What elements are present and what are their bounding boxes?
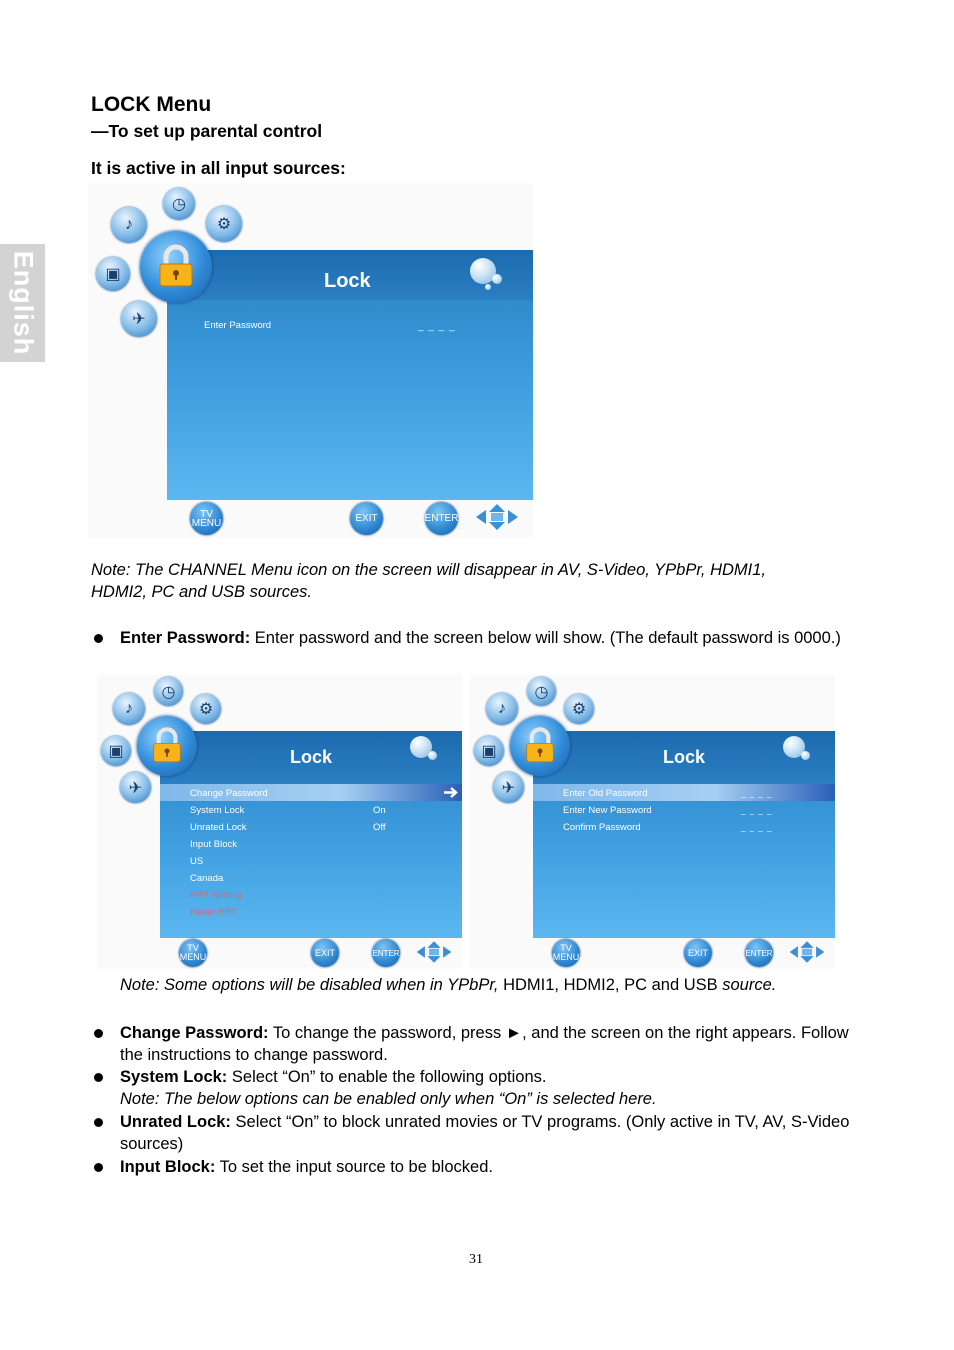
lock-icon[interactable] <box>510 716 570 776</box>
panel-title: Lock <box>290 747 333 767</box>
menu-item-change-password[interactable]: Change Password <box>190 788 268 799</box>
menu-item-system-lock[interactable]: System Lock <box>190 805 245 816</box>
system-lock-paragraph: System Lock: Select “On” to enable the following options. <box>120 1068 547 1086</box>
tv-menu-button[interactable]: TV MENU <box>552 939 580 967</box>
clock-icon[interactable]: ◷ <box>527 677 556 706</box>
change-password-paragraph: Change Password: To change the password, press ►, and the screen on the right appears. Follow the instructions to change password. <box>120 1024 849 1064</box>
password-field[interactable]: _ _ _ _ <box>418 321 456 332</box>
menu-item-us[interactable]: US <box>190 856 204 867</box>
menu-panel <box>533 731 835 938</box>
arrow-right-icon <box>443 786 459 799</box>
side-tab-label: English <box>8 250 38 356</box>
menu-item-input-block[interactable]: Input Block <box>190 839 237 850</box>
bullet <box>94 1118 103 1127</box>
confirm-password-field[interactable]: _ _ _ _ <box>741 823 773 832</box>
bullet <box>94 1163 103 1172</box>
channel-icon[interactable]: ✈ <box>120 772 151 803</box>
menu-item-unrated-lock[interactable]: Unrated Lock <box>190 822 247 833</box>
page-number: 31 <box>469 1252 483 1267</box>
clock-icon[interactable]: ◷ <box>163 188 195 220</box>
menu-panel <box>167 250 533 500</box>
gear-icon[interactable]: ⚙ <box>206 206 242 242</box>
menu-item-enter-new-password[interactable]: Enter New Password <box>563 805 652 816</box>
exit-button[interactable]: EXIT <box>684 939 712 967</box>
tv-menu-button[interactable]: TV MENU <box>190 502 223 535</box>
menu-item-enter-old-password[interactable]: Enter Old Password <box>563 788 648 799</box>
menu-item-rrt-setting: RRT Setting <box>190 890 242 901</box>
section-heading: It is active in all input sources: <box>91 158 346 178</box>
gear-icon[interactable]: ⚙ <box>191 694 221 724</box>
lock-icon[interactable] <box>140 231 212 303</box>
music-icon[interactable]: ♪ <box>111 207 147 243</box>
enter-button[interactable]: ENTER <box>372 939 400 967</box>
channel-icon[interactable]: ✈ <box>493 772 524 803</box>
bullet <box>94 634 103 643</box>
bullet <box>94 1029 103 1038</box>
exit-button[interactable]: EXIT <box>311 939 339 967</box>
unrated-lock-paragraph: Unrated Lock: Select “On” to block unrated movies or TV programs. (Only active in TV, AV, S-Video sources) <box>120 1113 850 1153</box>
picture-icon[interactable]: ▣ <box>96 257 130 291</box>
bullet <box>94 1073 103 1082</box>
note-channel-icon: Note: The CHANNEL Menu icon on the screen will disappear in AV, S-Video, YPbPr, HDMI1, HDMI2, PC and USB sources. <box>91 561 767 601</box>
menu-item-confirm-password[interactable]: Confirm Password <box>563 822 641 833</box>
navigation-arrows-icon[interactable] <box>788 939 826 965</box>
note-system-lock: Note: The below options can be enabled only when “On” is selected here. <box>120 1090 657 1108</box>
enter-button[interactable]: ENTER <box>745 939 773 967</box>
channel-icon[interactable]: ✈ <box>121 301 157 337</box>
picture-icon[interactable]: ▣ <box>474 736 504 766</box>
note-disabled-options: Note: Some options will be disabled when in YPbPr, HDMI1, HDMI2, PC and USB source. <box>120 976 777 994</box>
gear-icon[interactable]: ⚙ <box>564 694 594 724</box>
music-icon[interactable]: ♪ <box>113 693 145 725</box>
lock-menu-screen <box>97 675 462 969</box>
clock-icon[interactable]: ◷ <box>154 677 183 706</box>
picture-icon[interactable]: ▣ <box>101 736 131 766</box>
system-lock-value[interactable]: On <box>373 805 386 816</box>
lock-screen-enter-password <box>88 183 533 538</box>
menu-item-reset-rrt: Reset RRT <box>190 907 237 918</box>
menu-item-enter-password[interactable]: Enter Password <box>204 320 272 331</box>
page-subtitle: —To set up parental control <box>91 121 323 141</box>
language-side-tab <box>0 244 45 362</box>
menu-item-canada[interactable]: Canada <box>190 873 224 884</box>
panel-title: Lock <box>324 270 371 292</box>
navigation-arrows-icon[interactable] <box>474 502 520 532</box>
panel-title: Lock <box>663 747 706 767</box>
music-icon[interactable]: ♪ <box>486 693 518 725</box>
change-password-screen <box>470 675 835 969</box>
tv-menu-button[interactable]: TV MENU <box>179 939 207 967</box>
old-password-field[interactable]: _ _ _ _ <box>741 789 773 798</box>
enter-password-paragraph: Enter Password: Enter password and the screen below will show. (The default password is 0000.) <box>120 629 841 647</box>
navigation-arrows-icon[interactable] <box>415 939 453 965</box>
enter-button[interactable]: ENTER <box>425 502 458 535</box>
menu-panel <box>160 731 462 938</box>
input-block-paragraph: Input Block: To set the input source to be blocked. <box>120 1158 493 1176</box>
unrated-lock-value[interactable]: Off <box>373 822 386 833</box>
lock-icon[interactable] <box>137 716 197 776</box>
page-title: LOCK Menu <box>91 93 212 116</box>
exit-button[interactable]: EXIT <box>350 502 383 535</box>
new-password-field[interactable]: _ _ _ _ <box>741 806 773 815</box>
